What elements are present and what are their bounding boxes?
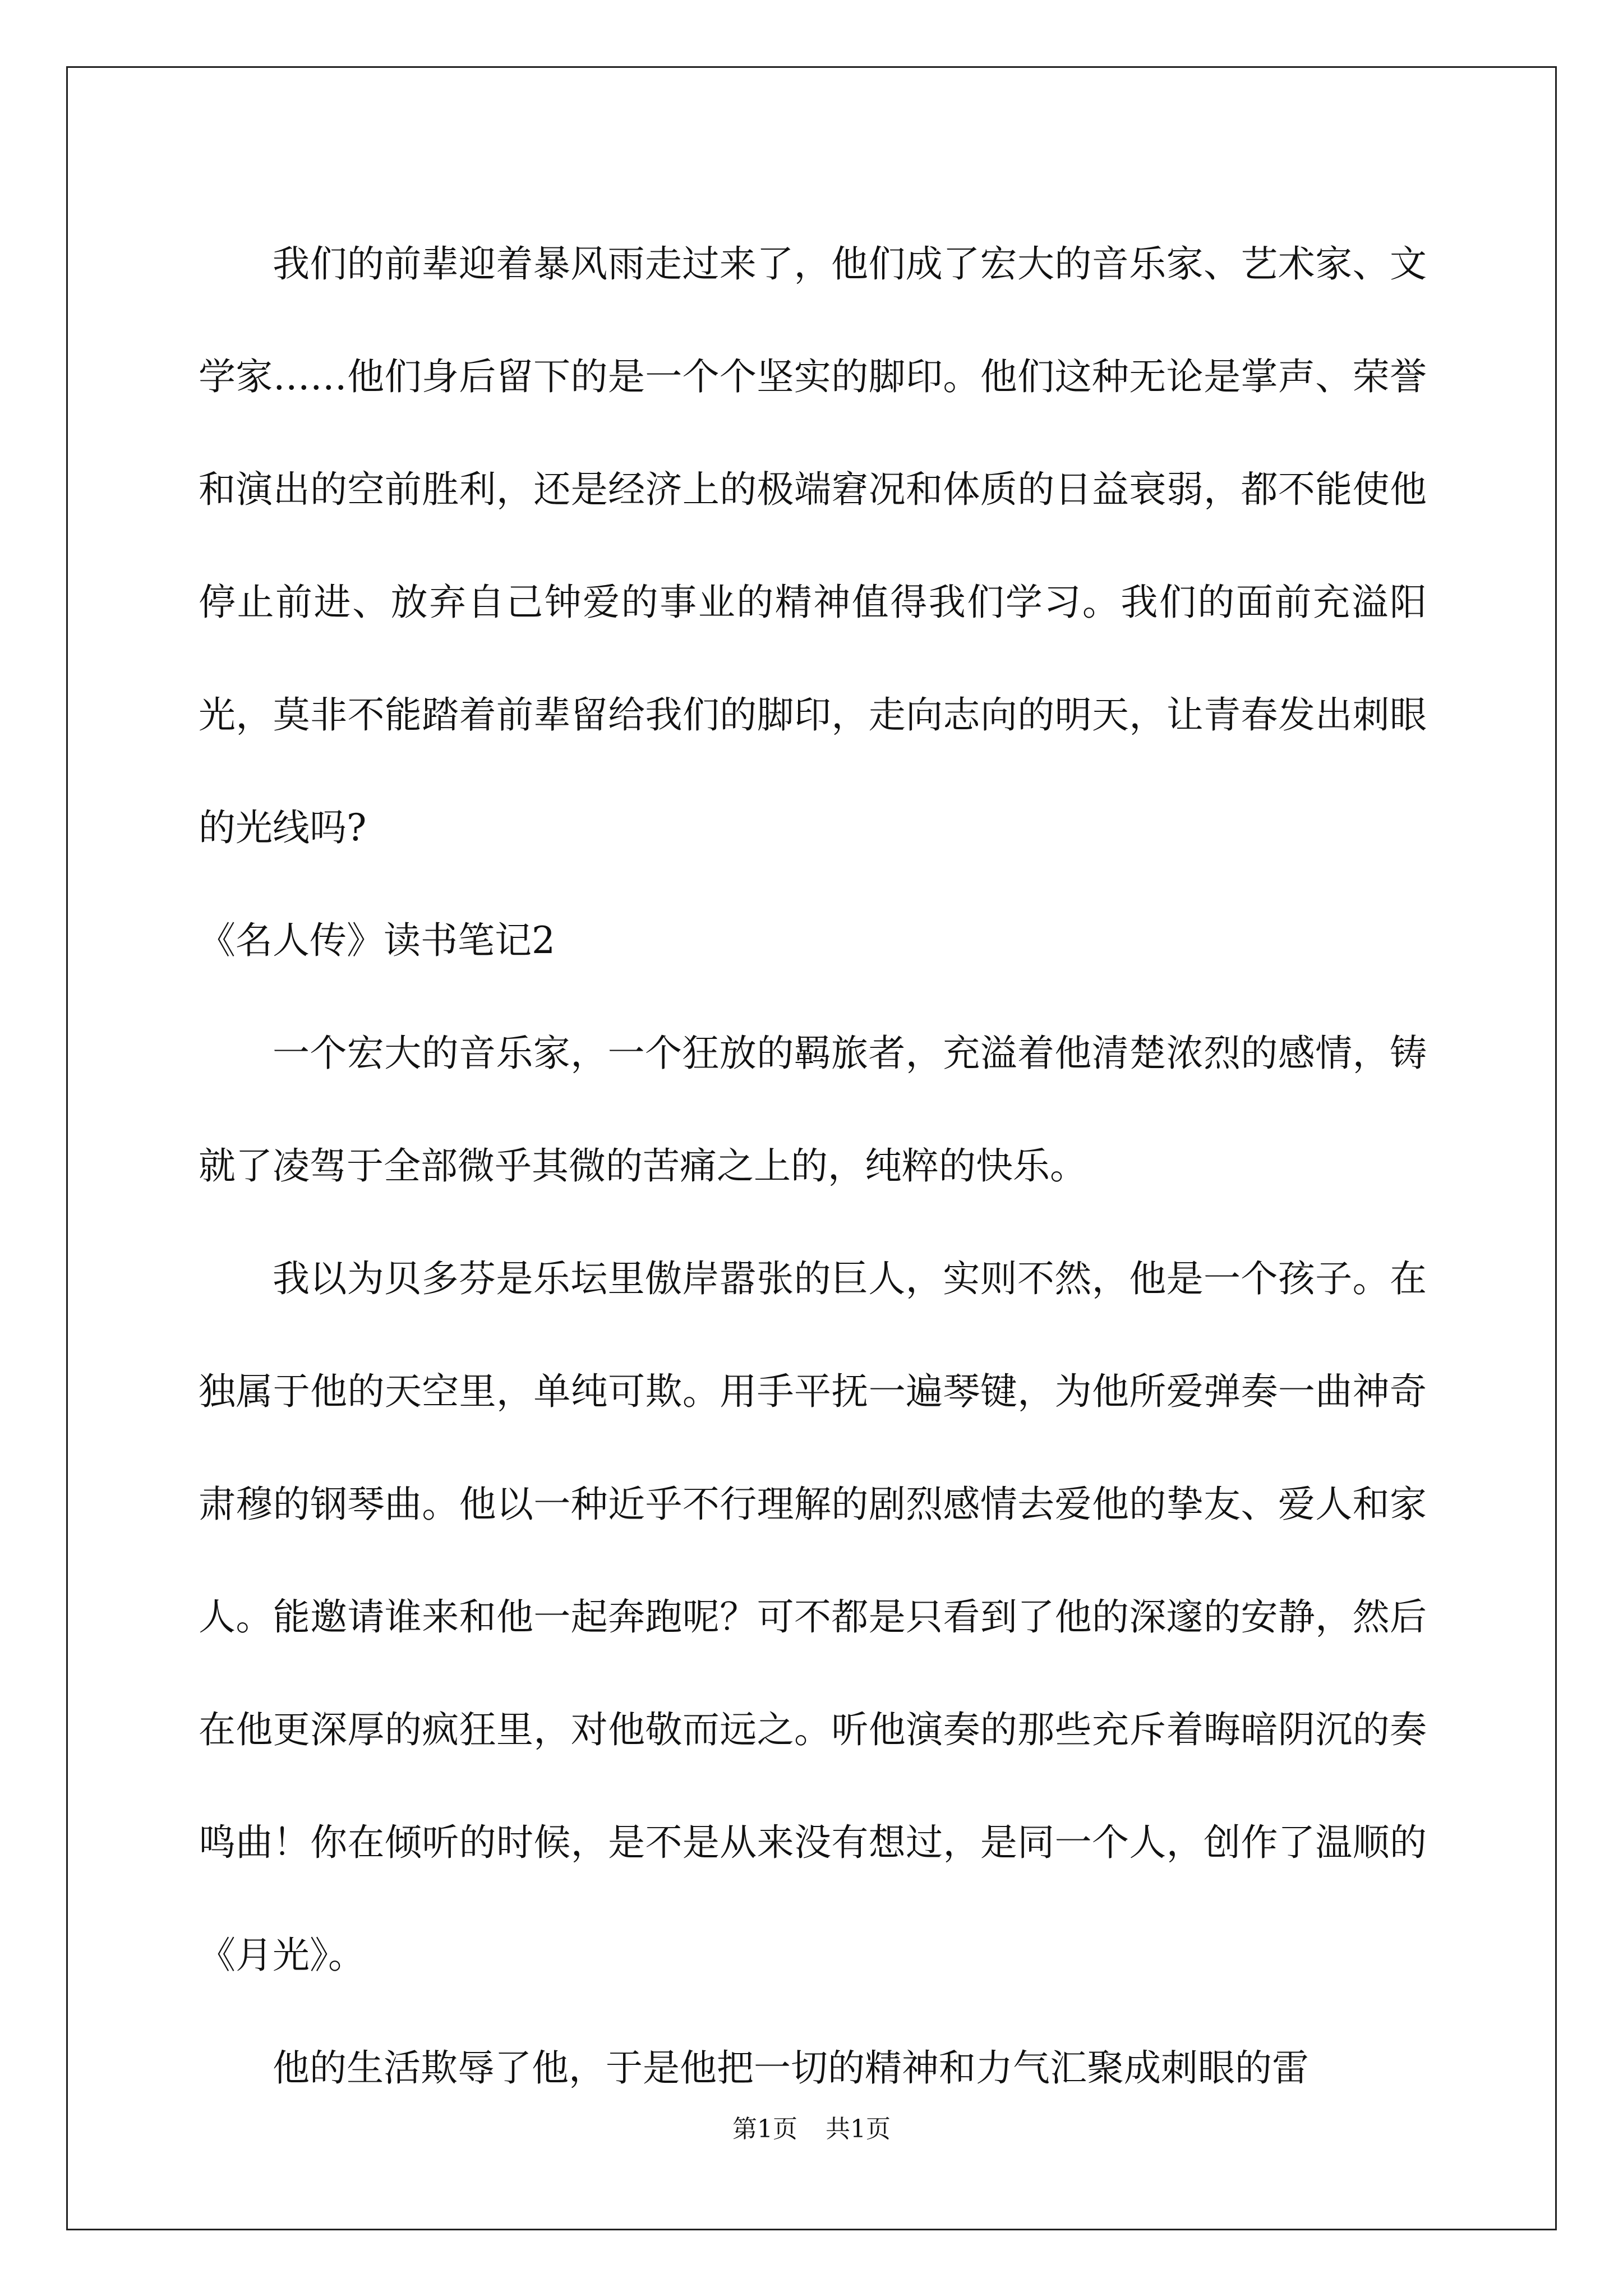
- paragraph: 我以为贝多芬是乐坛里傲岸嚣张的巨人，实则不然，他是一个孩子。在独属于他的天空里，单纯可欺。用手平抚一遍琴键，为他所爱弹奏一曲神奇肃穆的钢琴曲。他以一种近乎不行理解的剧烈感情去爱他的挚友、爱人和家人。能邀请谁来和他一起奔跑呢？可不都是只看到了他的深邃的安静，然后在他更深厚的疯狂里，对他敬而远之。听他演奏的那些充斥着晦暗阴沉的奏鸣曲！你在倾听的时候，是不是从来没有想过，是同一个人，创作了温顺的《月光》。: [199, 1257, 1427, 1977]
- paragraph: 他的生活欺辱了他，于是他把一切的精神和力气汇聚成刺眼的雷: [273, 2046, 1309, 2090]
- page-footer: [0, 2113, 1623, 2146]
- section-heading: 《名人传》读书笔记2: [199, 919, 555, 962]
- document-body: [199, 208, 1427, 2124]
- page-number: 第1页: [732, 2115, 797, 2143]
- paragraph: 一个宏大的音乐家，一个狂放的羁旅者，充溢着他清楚浓烈的感情，铸就了凌驾于全部微乎其微的苦痛之上的，纯粹的快乐。: [199, 1032, 1427, 1188]
- page-total: 共1页: [826, 2115, 891, 2143]
- paragraph: 我们的前辈迎着暴风雨走过来了，他们成了宏大的音乐家、艺术家、文学家……他们身后留下的是一个个坚实的脚印。他们这种无论是掌声、荣誉和演出的空前胜利，还是经济上的极端窘况和体质的日益衰弱，都不能使他停止前进、放弃自己钟爱的事业的精神值得我们学习。我们的面前充溢阳光，莫非不能踏着前辈留给我们的脚印，走向志向的明天，让青春发出刺眼的光线吗?: [199, 242, 1427, 849]
